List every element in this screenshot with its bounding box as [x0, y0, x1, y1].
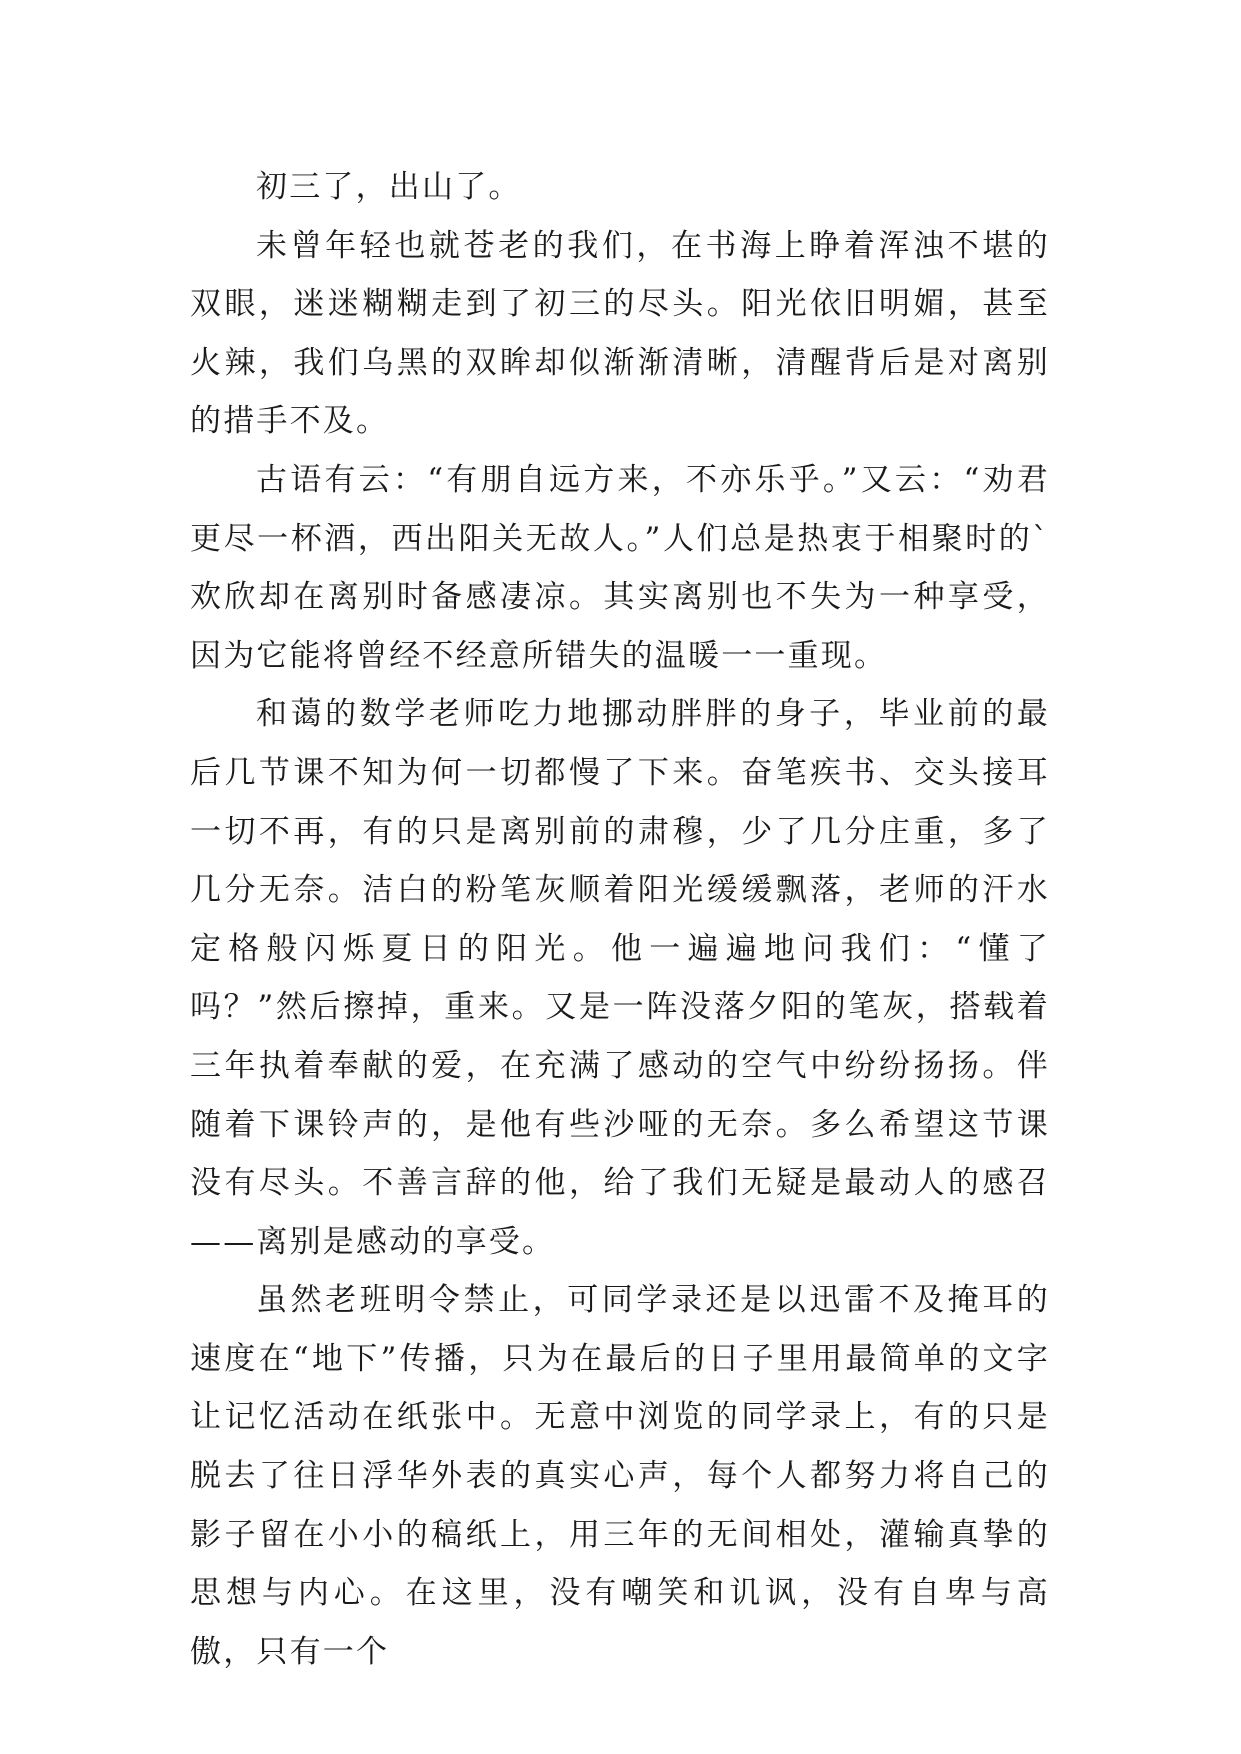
paragraph-3: 古语有云：“有朋自远方来，不亦乐乎。”又云：“劝君更尽一杯酒，西出阳关无故人。”人们总是热衷于相聚时的`欢欣却在离别时备感凄凉。其实离别也不失为一种享受，因为它能将曾经不经意所错失的温暖一一重现。 — [190, 461, 1050, 674]
paragraph-4: 和蔼的数学老师吃力地挪动胖胖的身子，毕业前的最后几节课不知为何一切都慢了下来。奋笔疾书、交头接耳一切不再，有的只是离别前的肃穆，少了几分庄重，多了几分无奈。洁白的粉笔灰顺着阳光缓缓飘落，老师的汗水定格般闪烁夏日的阳光。他一遍遍地问我们：“懂了吗？”然后擦掉，重来。又是一阵没落夕阳的笔灰，搭载着三年执着奉献的爱，在充满了感动的空气中纷纷扬扬。伴随着下课铃声的，是他有些沙哑的无奈。多么希望这节课没有尽头。不善言辞的他，给了我们无疑是最动人的感召——离别是感动的享受。 — [190, 696, 1050, 1260]
paragraph-5: 虽然老班明令禁止，可同学录还是以迅雷不及掩耳的速度在“地下”传播，只为在最后的日子里用最简单的文字让记忆活动在纸张中。无意中浏览的同学录上，有的只是脱去了往日浮华外表的真实心声，每个人都努力将自己的影子留在小小的稿纸上，用三年的无间相处，灌输真挚的思想与内心。在这里，没有嘲笑和讥讽，没有自卑与高傲，只有一个 — [190, 1282, 1050, 1670]
paragraph-1: 初三了，出山了。 — [256, 169, 522, 205]
paragraph-2: 未曾年轻也就苍老的我们，在书海上睁着浑浊不堪的双眼，迷迷糊糊走到了初三的尽头。阳光依旧明媚，甚至火辣，我们乌黑的双眸却似渐渐清晰，清醒背后是对离别的措手不及。 — [190, 227, 1050, 440]
document-body — [190, 158, 1050, 1681]
